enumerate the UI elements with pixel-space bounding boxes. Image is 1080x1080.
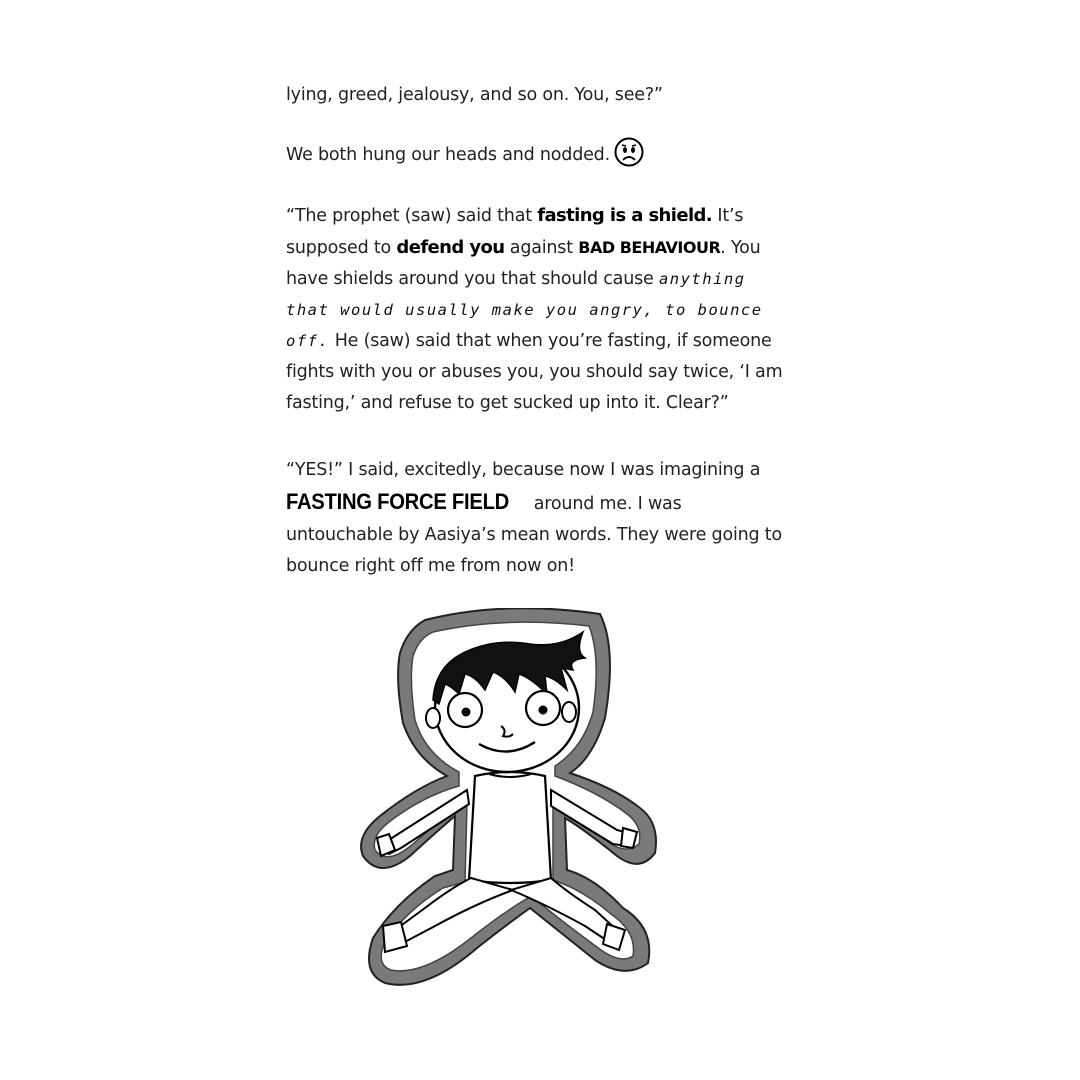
sad-face-icon bbox=[614, 137, 644, 167]
text-run: He (saw) said that when you’re fasting, if someone fights with you or abuses you, you should say twice, ‘I am fasting,’ and refuse to get sucked up into it. Clear?” bbox=[286, 331, 783, 413]
emphasis-force-field: FASTING FORCE FIELD bbox=[286, 489, 510, 514]
paragraph-4 bbox=[286, 455, 786, 582]
paragraph-1: lying, greed, jealousy, and so on. You, see?” bbox=[286, 85, 663, 105]
text-run: around me. I was untouchable by Aasiya’s mean words. They were going to bounce right off me from now on! bbox=[286, 494, 782, 576]
text-run: “The prophet (saw) said that bbox=[286, 206, 538, 226]
boy-force-field-illustration bbox=[355, 608, 665, 1006]
emphasis-bad-behaviour: BAD BEHAVIOUR bbox=[578, 238, 721, 257]
text-run: against bbox=[504, 238, 579, 258]
paragraph-2-text: We both hung our heads and nodded. bbox=[286, 145, 610, 165]
emphasis-fasting-shield: fasting is a shield. bbox=[537, 205, 713, 226]
paragraph-2 bbox=[286, 140, 786, 171]
text-run: It’s supposed to bbox=[286, 206, 744, 258]
story-text bbox=[286, 80, 786, 611]
emphasis-handwritten: anything that would usually make you angry, to bounce off. bbox=[286, 270, 763, 350]
text-run: . You have shields around you that should cause bbox=[286, 238, 761, 289]
paragraph-3 bbox=[286, 200, 786, 419]
emphasis-defend-you: defend you bbox=[396, 237, 505, 258]
text-run: “YES!” I said, excitedly, because now I was imagining a bbox=[286, 460, 761, 480]
